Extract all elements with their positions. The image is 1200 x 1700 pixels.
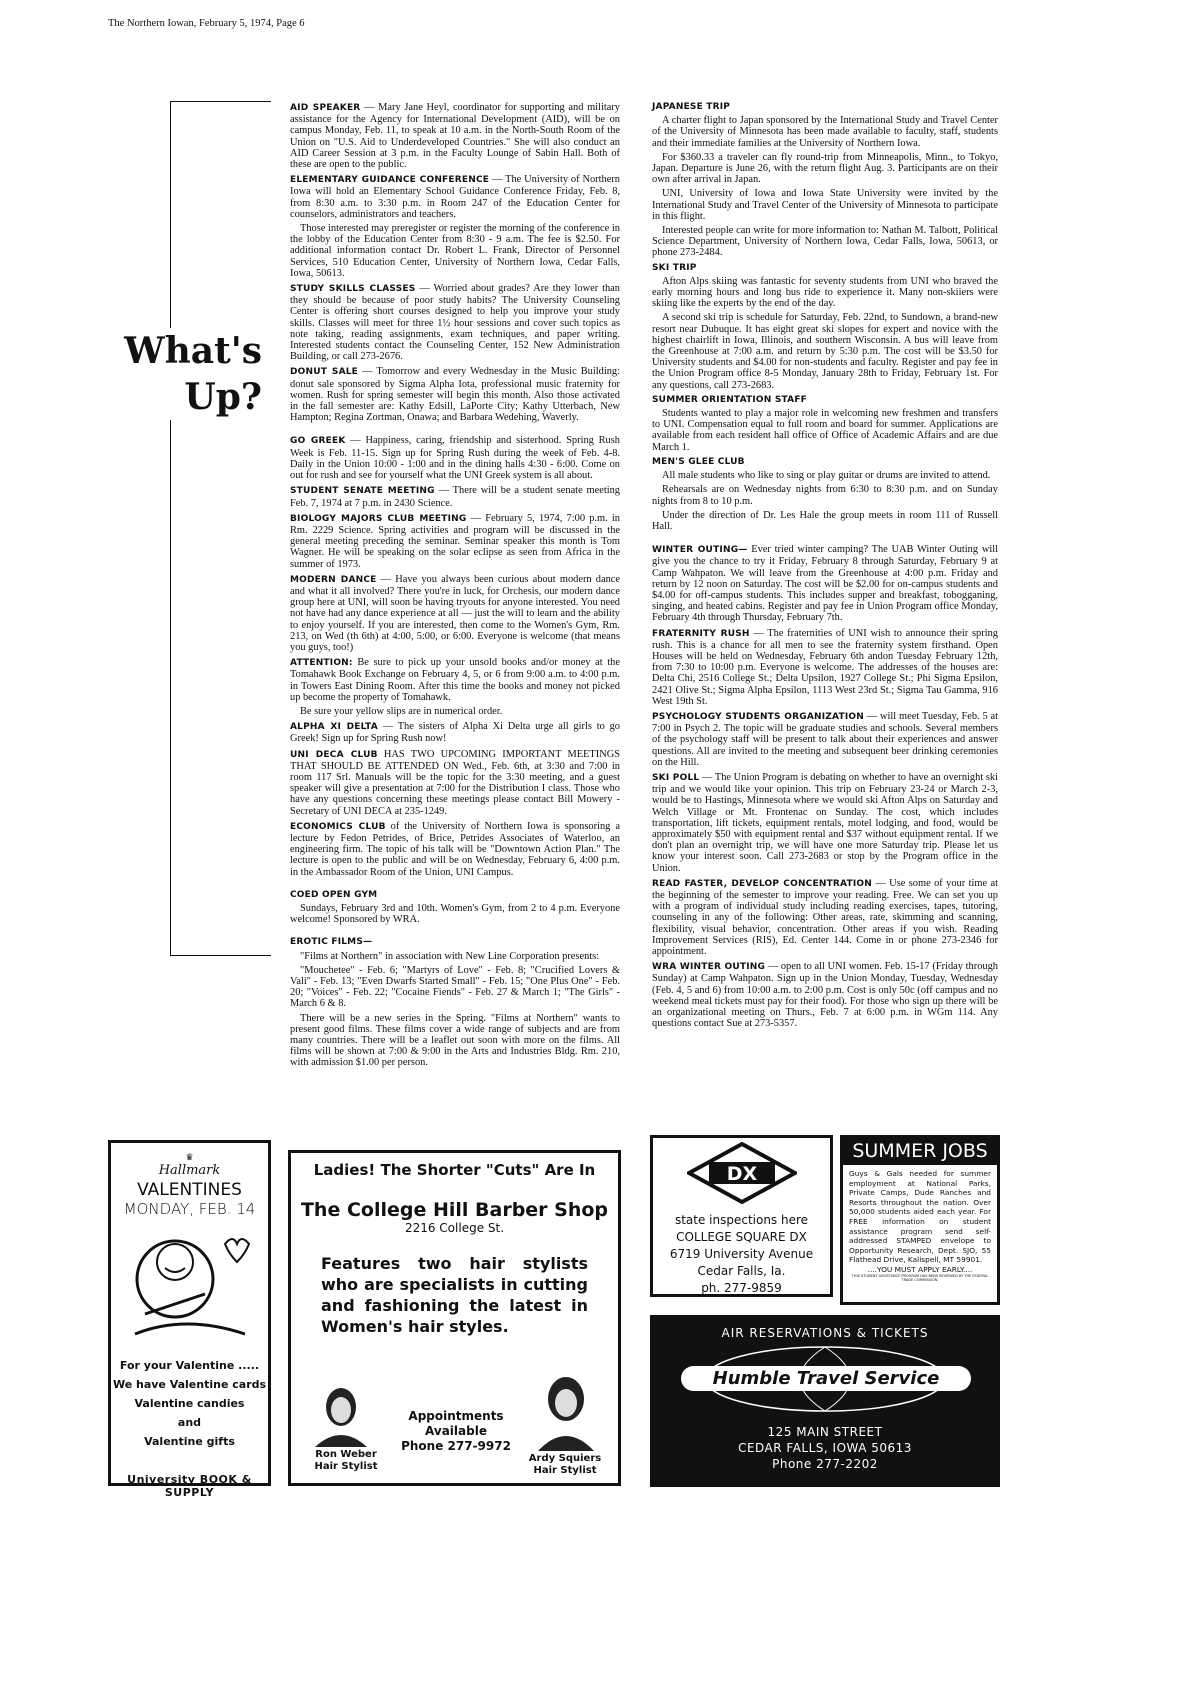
news-item-paragraph (290, 657, 620, 703)
news-item-paragraph (290, 574, 620, 653)
news-item-paragraph (652, 115, 998, 149)
paragraph-text: — Have you always been curious about modern dance and what it all involved? There you're in luck, for Orchesis, our modern dance group here at UNI, will soon be having tryouts for anyone interested. You need not have had any dance experience at all — just the will to learn and the ability to enjoy yourself. If you are interested, then come to the Women's Gym, Rm. 213, on Wed (th 6th) at 4:00, 5:00, or 6:00. Everyone is welcome (that means you guys, too!) (290, 573, 620, 653)
paragraph-text: Students wanted to play a major role in welcoming new freshmen and transfers to UNI. Compensation equal to full room and board for summer. Applications are available from each resident hall office of Office of Academic Affairs and are due March 1. (652, 408, 998, 453)
news-item (290, 283, 620, 362)
news-item-heading: BIOLOGY MAJORS CLUB MEETING (290, 513, 467, 524)
ad-title: SUMMER JOBS (843, 1138, 997, 1165)
news-item-heading: MODERN DANCE (290, 574, 377, 585)
news-item-paragraph (652, 772, 998, 874)
news-item-heading: UNI DECA CLUB (290, 749, 378, 760)
dx-logo (687, 1142, 797, 1204)
news-item (290, 721, 620, 744)
news-item-heading: ECONOMICS CLUB (290, 821, 386, 832)
news-item (652, 628, 998, 707)
paragraph-text: — The University of Northern Iowa will hold an Elementary School Guidance Conference Friday, Feb. 8, from 8:30 a.m. to 3:30 p.m. in Room 247 of the Education Center for counselors, administrators and teachers. (290, 174, 620, 220)
paragraph-text: Those interested may preregister or register the morning of the conference in the lobby of the Education Center from 8:30 - 9 a.m. The fee is $2.50. For additional information contact Dr. Robert L. Frank, Director of Personnel Services, 510 Education Center, University of Northern Iowa, Cedar Falls, Iowa, 50613. (290, 223, 620, 279)
news-item-heading: ELEMENTARY GUIDANCE CONFERENCE (290, 175, 490, 186)
news-item-paragraph (290, 721, 620, 744)
paragraph-text: UNI, University of Iowa and Iowa State University were invited by the International Study and Travel Center of the University of Minnesota to participate in this flight. (652, 188, 998, 222)
news-item-paragraph (652, 510, 998, 532)
shop-name: The College Hill Barber Shop (300, 1199, 609, 1221)
news-item-paragraph (290, 513, 620, 570)
news-item-heading: AID SPEAKER (290, 103, 361, 113)
news-item-paragraph (652, 878, 998, 957)
paragraph-text: A charter flight to Japan sponsored by the International Study and Travel Center of the University of Minnesota has been made available to faculty, staff, students and their immediate families at the University of Northern Iowa. (652, 115, 998, 149)
news-item (290, 435, 620, 481)
news-item-paragraph (290, 951, 620, 962)
paragraph-text: — will meet Tuesday, Feb. 5 at 7:00 in Psych 2. The topic will be graduate studies and schools. Several members of the psychology staff will be present to talk about their experiences and answer questions. All are invited to the meeting and subsequent beer drinking ceremonies on the Hill. (652, 710, 998, 768)
news-item-paragraph (652, 188, 998, 222)
news-item (290, 821, 620, 878)
paragraph-text: — Mary Jane Heyl, coordinator for supporting and military assistance for the Agency for International Development (AID), will be on campus Monday, Feb. 11, to speak at 10 a.m. in the North-South Room of the Union on "U.S. Aid to Underdeveloped Countries." She will also conduct an AID Career Session at 3 p.m. in the Faculty Lounge of Sabin Hall. Both of these are open to the public. (290, 102, 620, 171)
news-item-paragraph (290, 366, 620, 423)
paragraph-text: There will be a new series in the Spring. "Films at Northern" wants to present good films. These films cover a wide range of subjects and are from many countries. There will be a leaflet out soon with more on the films. All films will be shown at 7:00 & 9:00 in the Arts and Industries Bldg. Rm. 210, with admission $1.00 per person. (290, 1012, 620, 1069)
news-item-paragraph (290, 435, 620, 481)
paragraph-text: Sundays, February 3rd and 10th. Women's Gym, from 2 to 4 p.m. Everyone welcome! Sponsored by WRA. (290, 903, 620, 926)
paragraph-text: — The fraternities of UNI wish to announce their spring rush. This is a chance for all men to see the fraternity system firsthand. Open Houses will be held on Wednesday, February 6th andon Tuesday February 12th, from 7:30 to 10:00 p.m. Everyone is welcome. The addresses of the houses are: Delta Chi, 2516 College St.; Delta Upsilon, 1927 College St.; Phi Sigma Epsilon, 2421 Olive St.; Sigma Alpha Epsilon, 1113 West 23rd St.; Sigma Tau Gamma, 916 West 19th St. (652, 627, 998, 707)
ad-body: Features two hair stylists who are specialists in cutting and fashioning the latest in Women's hair styles. (321, 1254, 588, 1336)
news-item-paragraph (652, 484, 998, 506)
apply-early: ....YOU MUST APPLY EARLY.... (867, 1264, 973, 1274)
section-frame (170, 101, 271, 956)
paragraph-text: of the University of Northern Iowa is sponsoring a lecture by Fedon Petrides, of Brice, Petrides Associates of Waterloo, an engineering firm. The topic of his talk will be "Downtown Action Plan." The lecture is open to the public and will be on Wednesday, February 6, 4:00 p.m. in the Ambassador Room of the Union, UNI Campus. (290, 820, 620, 878)
news-item-heading: EROTIC FILMS— (290, 937, 373, 948)
news-item-heading: FRATERNITY RUSH (652, 628, 750, 639)
page-header: The Northern Iowan, February 5, 1974, Page 6 (108, 18, 305, 29)
dx-station-ad (650, 1135, 833, 1297)
news-item (290, 366, 620, 423)
news-item-heading: ATTENTION: (290, 658, 353, 669)
news-item-paragraph (290, 223, 620, 279)
paragraph-text: All male students who like to sing or play guitar or drums are invited to attend. (662, 470, 991, 482)
news-item-paragraph (652, 225, 998, 259)
crown-icon: ♛ (185, 1153, 194, 1163)
paragraph-text: — Use some of your time at the beginning of the semester to improve your reading. Free. We can set you up with a program of individual study including reading exercises, tapes, tutoring, counseling in any of the following: Other areas, rate, skimming and scanning, flexibility, visual behavior, concentration. Other areas if you wish. Reading Improvement Services (RIS), Ed. Center 144. Come in or phone 273-2346 for appointment. (652, 877, 998, 958)
news-item-paragraph (290, 1013, 620, 1069)
paragraph-text: For $360.33 a traveler can fly round-trip from Minneapolis, Minn., to Tokyo, Japan. Departure is June 26, with the return flight Aug. 3. Participants are on their own after arrival in Japan. (652, 151, 998, 186)
news-item (652, 772, 998, 874)
news-item (290, 890, 620, 926)
news-item-paragraph (652, 276, 998, 310)
paragraph-text: Afton Alps skiing was fantastic for seventy students from UNI who braved the early morning hours and long bus ride to experience it. Many non-skiiers were skiing like the experts by the end of the day. (652, 275, 998, 310)
news-item-heading: SUMMER ORIENTATION STAFF (652, 394, 808, 405)
news-item (290, 485, 620, 508)
ad-line: Valentine gifts (144, 1435, 235, 1448)
stylist2-title: Hair Stylist (533, 1465, 597, 1476)
paragraph-text: — Worried about grades? Are they lower than they should be because of poor study habits? The University Counseling Center is offering short courses designed to help you improve your study skills. Classes will meet for three 1½ hour sessions and cover such topics as note taking, reading assignments, exam techniques, and paper writing. Interested students contact the Counseling Center, 152 New Administration Building, or call 273-2676. (290, 283, 620, 363)
news-item (652, 395, 998, 453)
paragraph-text: — There will be a student senate meeting Feb. 7, 1974 at 7 p.m. in 2430 Science. (290, 485, 620, 509)
news-item (290, 102, 620, 170)
news-item-paragraph (652, 544, 998, 623)
news-item-heading: DONUT SALE (290, 367, 359, 378)
street-address: 125 MAIN STREET (767, 1425, 883, 1439)
news-item (290, 513, 620, 570)
news-item-paragraph (290, 706, 620, 717)
paragraph-text: Be sure to pick up your unsold books and/or money at the Tomahawk Book Exchange on February 4, 5, or 6 from 9:00 a.m. to 4:00 p.m. in Towers East Dining Room. After this time the books and money not picked up become the property of Tomahawk. (290, 657, 620, 703)
paragraph-text: Be sure your yellow slips are in numerical order. (300, 705, 503, 717)
barber-shop-ad (288, 1150, 621, 1486)
news-item-heading: SKI POLL (652, 772, 700, 783)
section-title-line1: What's (124, 330, 262, 372)
store-logo: University BOOK & SUPPLY (127, 1473, 252, 1499)
middle-column (290, 102, 620, 1073)
stylist-photo (309, 1385, 373, 1447)
hallmark-valentines-ad (108, 1140, 271, 1499)
paragraph-text: — open to all UNI women. Feb. 15-17 (Friday through Sunday) at Camp Wahpaton. Sign up in the Union Monday, Tuesday, Wednesday (Feb. 4, 5 and 6) from 10:00 a.m. to 2:00 p.m. Cost is only 50c (off campus and no weekend meal tickets must pay for their food). For those who sign up there will be an organizational meeting on Thurs., Feb. 7 at 6:00 p.m. in WGm 114. Any questions contact Sue at 273-5357. (652, 961, 998, 1030)
news-item-paragraph (652, 628, 998, 707)
news-item-heading: MEN'S GLEE CLUB (652, 456, 745, 467)
news-item-paragraph (290, 903, 620, 925)
ad-body: Guys & Gals needed for summer employment at National Parks, Private Camps, Dude Ranches and Resorts throughout the nation. Over 50,000 students aided each year. For FREE information on student assistance program send self-addressed STAMPED envelope to Opportunity Research, Dept. SJO, 55 Flathead Drive, Kalispell, MT 59901. (849, 1169, 991, 1265)
news-item (290, 174, 620, 279)
paragraph-text: HAS TWO UPCOMING IMPORTANT MEETINGS THAT SHOULD BE ATTENDED ON Wed., Feb. 6th, at 3:30 and 7:00 in room 117 Srl. Manuals will be the topic for the 3:30 meeting, and a guest speaker will give a presentation at 7:00 for the Distribution I class. Those who have any questions concerning these meetings please contact Bill Mowery - Secretary of UNI DECA at 235-1249. (290, 748, 620, 817)
news-item-heading: ALPHA XI DELTA (290, 722, 378, 733)
phone-number: Phone 277-2202 (772, 1457, 878, 1471)
ad-line: Valentine candies (134, 1397, 245, 1410)
section-title (112, 328, 262, 420)
dx-logo-text: DX (726, 1163, 757, 1185)
news-item-paragraph (290, 102, 620, 170)
news-item-heading: READ FASTER, DEVELOP CONCENTRATION (652, 878, 872, 889)
ad-top-line: AIR RESERVATIONS & TICKETS (721, 1326, 929, 1340)
stylist1-name: Ron Weber (315, 1449, 377, 1460)
news-item-heading: JAPANESE TRIP (652, 102, 731, 112)
ad-line: Cedar Falls, Ia. (697, 1264, 786, 1278)
news-item-paragraph (652, 711, 998, 768)
news-item (652, 961, 998, 1029)
ad-line: We have Valentine cards (112, 1378, 267, 1391)
news-item-paragraph (290, 283, 620, 362)
news-item-heading: GO GREEK (290, 436, 346, 447)
stylist-photo (534, 1373, 598, 1451)
travel-service-ad (650, 1315, 1000, 1487)
paragraph-text: Ever tried winter camping? The UAB Winter Outing will give you the chance to try it Friday, February 8 through Saturday, February 9 at Camp Wahpaton. We will leave from the Greenhouse at 4:00 p.m. Friday and return by 12 noon on Saturday. The cost will be $2.00 for on-campus students and $4.00 for off-campus students. This includes supper and breakfast, tobogganing, singing, and heated cabins. Register and pay fee in Union Program office Monday, February 4th through Thursday, February 7th. (652, 544, 998, 624)
paragraph-text: Rehearsals are on Wednesday nights from 6:30 to 8:30 p.m. and on Sunday nights from 8 to 10 p.m. (652, 484, 998, 507)
news-item-paragraph (290, 174, 620, 220)
news-item (290, 749, 620, 817)
stylist1-title: Hair Stylist (314, 1461, 378, 1472)
news-item-paragraph (652, 470, 998, 481)
ad-headline: Ladies! The Shorter "Cuts" Are In (313, 1161, 596, 1179)
ad-line: ph. 277-9859 (701, 1281, 782, 1295)
ad-date: MONDAY, FEB. 14 (123, 1200, 256, 1218)
hallmark-logo: Hallmark (158, 1163, 221, 1178)
appointments-text: Appointments Available (408, 1409, 504, 1438)
agency-logo: Humble Travel Service (681, 1366, 971, 1391)
stylist2-name: Ardy Squiers (528, 1453, 602, 1464)
right-column (652, 102, 998, 1033)
news-item-heading: COED OPEN GYM (290, 889, 378, 900)
news-item-heading: SKI TRIP (652, 262, 697, 273)
news-item (290, 937, 620, 1068)
paragraph-text: — Tomorrow and every Wednesday in the Music Building: donut sale sponsored by Sigma Alpha Iota, professional music fraternity for women. Rush for spring semester will begin this month. Also those activated in the fall semester are: Kathy Edsill, LaPorte City; Kathy Utterbach, New Hampton; Regina Zortman, Onawa; and Barbara Wedehing, Waverly. (290, 366, 620, 424)
news-item (290, 574, 620, 653)
ad-line: 6719 University Avenue (669, 1247, 814, 1261)
paragraph-text: — The sisters of Alpha Xi Delta urge all girls to go Greek! Sign up for Spring Rush now! (290, 721, 620, 745)
news-item (652, 263, 998, 391)
paragraph-text: "Films at Northern" in association with New Line Corporation presents: (300, 950, 600, 962)
news-item-heading: WINTER OUTING— (652, 545, 748, 556)
paragraph-text: A second ski trip is schedule for Saturday, Feb. 22nd, to Sundown, a brand-new resort near Dubuque. It has eight great ski slopes for expert and novice with the highest chairlift in Iowa, Illinois, and southern Wisconsin. A bus will leave from the Greenhouse at 7:00 a.m. and return by 5:30 p.m. The cost will be $3.50 for University students and $4.00 for non-students and faculty. Register and pay fee in the Union Program office 8-5 Monday, January 28th to Friday, February 1st. For any questions, call 273-2683. (652, 312, 998, 391)
news-item-paragraph (290, 965, 620, 1010)
news-item-heading: PSYCHOLOGY STUDENTS ORGANIZATION (652, 711, 864, 722)
paragraph-text: — February 5, 1974, 7:00 p.m. in Rm. 2229 Science. Spring activities and program will be discussed in the general meeting preceding the seminar. Seminar speaker this month is Tom Wagner. He will be speaking on the solar eclipse as seen from Africa in the summer of 1973. (290, 512, 620, 570)
ad-line: COLLEGE SQUARE DX (676, 1230, 807, 1244)
city-address: CEDAR FALLS, IOWA 50613 (738, 1441, 912, 1455)
paragraph-text: "Mouchetee" - Feb. 6; "Martyrs of Love" - Feb. 8; "Crucified Lovers & Vali" - Feb. 13; "Even Dwarfs Started Small" - Feb. 15; "One Plus One" - Feb. 20; "Voices" - Feb. 22; "Cocaine Fiends" - Feb. 27 & March 1; "The Girls" - March 6 & 8. (290, 964, 620, 1010)
news-item (652, 544, 998, 623)
paragraph-text: Interested people can write for more information to: Nathan M. Talbott, Political Science Department, University of Northern Iowa, Cedar Falls, Iowa, 50613, or phone 273-2484. (652, 225, 998, 259)
phone-text: Phone 277-9972 (401, 1439, 511, 1453)
cupid-illustration (125, 1224, 255, 1344)
news-item (652, 878, 998, 957)
news-item-heading: STUDY SKILLS CLASSES (290, 284, 416, 295)
news-item (290, 657, 620, 717)
news-item (652, 457, 998, 532)
ad-line: state inspections here (674, 1213, 809, 1227)
section-title-line2: Up? (184, 376, 262, 418)
summer-jobs-ad (840, 1135, 1000, 1305)
paragraph-text: — Happiness, caring, friendship and sisterhood. Spring Rush Week is Feb. 11-15. Sign up for Spring Rush during the week of Feb. 4-8. Daily in the Union 10:00 - 1:00 and in the dining halls 4:30 - 6:00. Come on out for rush and see for yourself what the UNI Greek system is all about. (290, 435, 620, 482)
news-item (652, 102, 998, 259)
news-item-paragraph (652, 408, 998, 453)
news-item-paragraph (652, 312, 998, 390)
news-item-heading: STUDENT SENATE MEETING (290, 486, 435, 497)
ad-line: and (177, 1416, 202, 1429)
news-item-heading: WRA WINTER OUTING (652, 962, 766, 973)
news-item-paragraph (290, 821, 620, 878)
news-item-paragraph (290, 749, 620, 817)
ad-line: For your Valentine ..... (119, 1359, 260, 1372)
news-item-paragraph (652, 152, 998, 186)
news-item-paragraph (652, 961, 998, 1029)
shop-address: 2216 College St. (404, 1221, 505, 1235)
news-item (652, 711, 998, 768)
ad-title: VALENTINES (137, 1180, 242, 1200)
paragraph-text: Under the direction of Dr. Les Hale the group meets in room 111 of Russell Hall. (652, 509, 998, 532)
news-item-paragraph (290, 485, 620, 508)
fine-print: THIS STUDENT ASSISTANCE PROGRAM HAS BEEN REVIEWED BY THE FEDERAL TRADE COMMISSION. (851, 1273, 989, 1282)
paragraph-text: — The Union Program is debating on whether to have an overnight ski trip and we would like your opinion. This trip on February 23-24 or March 2-3, would be to Hastings, Minnesota where we would ski Afton Alps on Saturday and Welch Village or Mt. Frontenac on Sunday. The cost, which includes transportation, lift tickets, equipment rentals, motel lodging, and food, would be approximately $50 with equipment rental and $37 without equipment rental. If we don't plan an overnight trip, we will have one more Saturday trip. Please let us know your interest soon. Call 273-2683 or stop by the Program office in the Union. (652, 771, 998, 874)
